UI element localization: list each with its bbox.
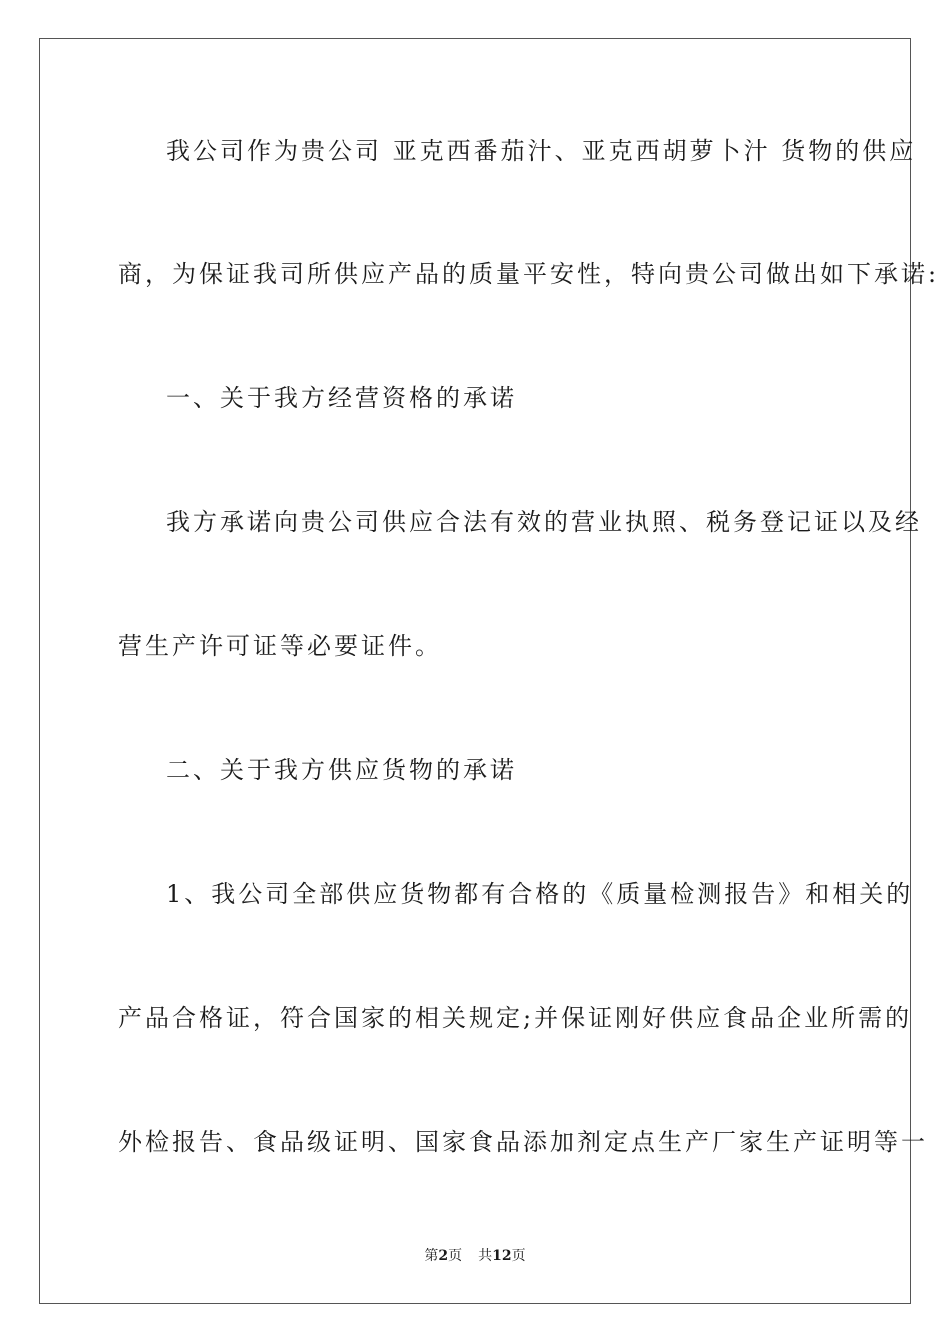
- section-1-paragraph-line-2: 营生产许可证等必要证件。: [118, 632, 442, 660]
- item-1-line-3: 外检报告、食品级证明、国家食品添加剂定点生产厂家生产证明等一: [118, 1128, 928, 1156]
- item-1-line-2: 产品合格证，符合国家的相关规定;并保证刚好供应食品企业所需的: [118, 1004, 913, 1032]
- section-1-paragraph-line-1: 我方承诺向贵公司供应合法有效的营业执照、税务登记证以及经: [166, 508, 922, 536]
- page-footer: [0, 1247, 950, 1265]
- page-number: 2: [438, 1248, 449, 1264]
- total-suffix: 页: [511, 1248, 526, 1264]
- total-pages: 12: [492, 1248, 512, 1264]
- item-1-line-1: 1、我公司全部供应货物都有合格的《质量检测报告》和相关的: [166, 880, 914, 908]
- page-prefix: 第: [424, 1248, 439, 1264]
- section-heading-2: 二、关于我方供应货物的承诺: [166, 756, 517, 784]
- paragraph-intro-line-2: 商，为保证我司所供应产品的质量平安性，特向贵公司做出如下承诺:: [118, 260, 940, 288]
- page-suffix: 页: [448, 1248, 463, 1264]
- total-prefix: 共: [478, 1248, 493, 1264]
- section-heading-1: 一、关于我方经营资格的承诺: [166, 384, 517, 412]
- page-border: [39, 38, 940, 1304]
- paragraph-intro-line-1: 我公司作为贵公司 亚克西番茄汁、亚克西胡萝卜汁 货物的供应: [166, 137, 917, 165]
